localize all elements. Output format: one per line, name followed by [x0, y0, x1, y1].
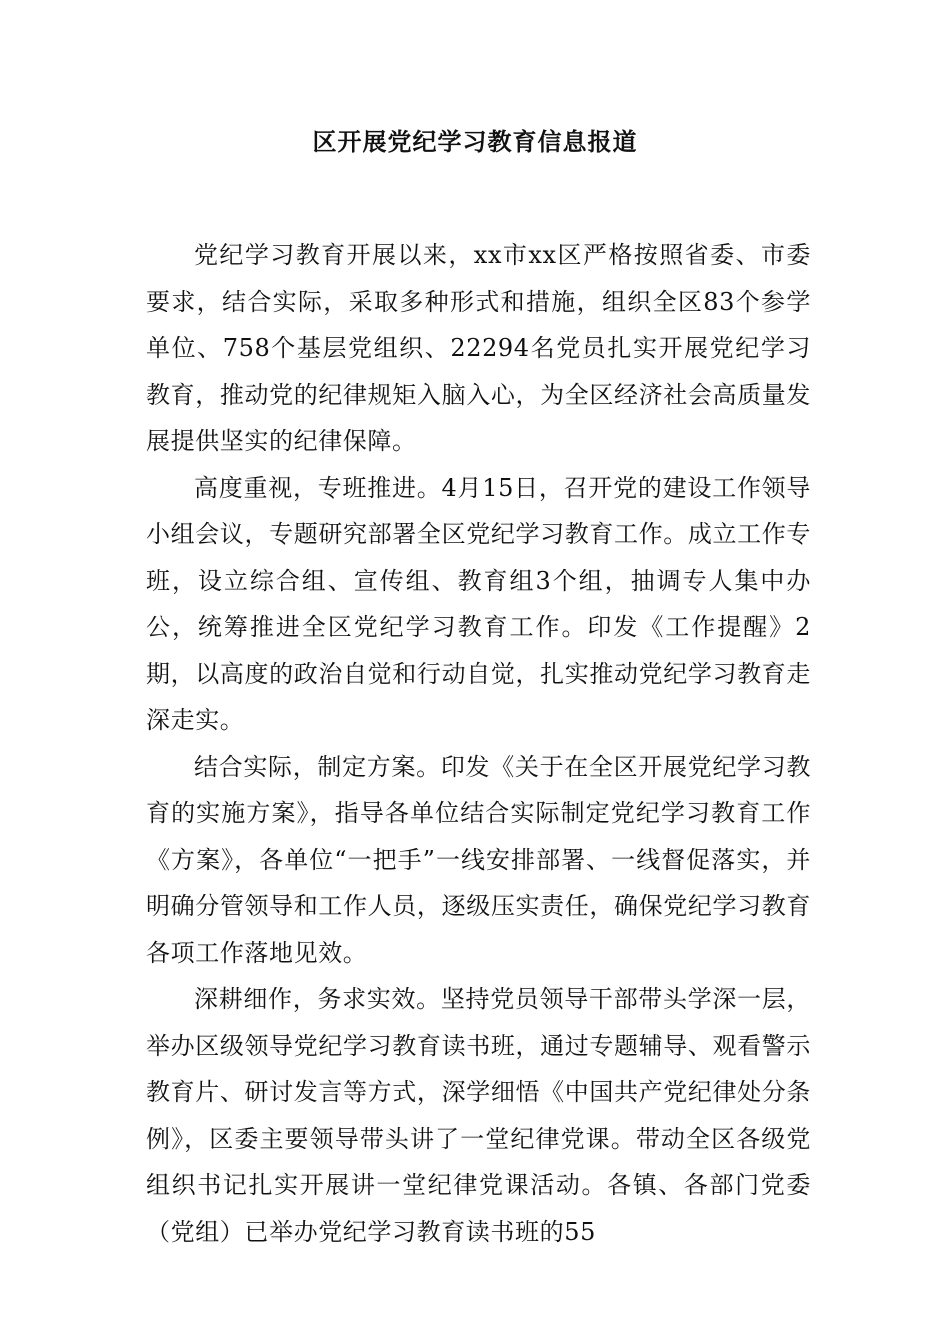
- paragraph-plan: 结合实际，制定方案。印发《关于在全区开展党纪学习教育的实施方案》，指导各单位结合实际制定党纪学习教育工作《方案》，各单位“一把手”一线安排部署、一线督促落实，并明确分管领导和工作人员，逐级压实责任，确保党纪学习教育各项工作落地见效。: [146, 752, 811, 967]
- paragraph-high-priority: 高度重视，专班推进。4月15日，召开党的建设工作领导小组会议，专题研究部署全区党纪学习教育工作。成立工作专班，设立综合组、宣传组、教育组3个组，抽调专人集中办公，统筹推进全区党纪学习教育工作。印发《工作提醒》2期，以高度的政治自觉和行动自觉，扎实推动党纪学习教育走深走实。: [146, 473, 811, 734]
- document-body: [146, 232, 811, 1255]
- paragraph-intro: 党纪学习教育开展以来，xx市xx区严格按照省委、市委要求，结合实际，采取多种形式和措施，组织全区83个参学单位、758个基层党组织、22294名党员扎实开展党纪学习教育，推动党的纪律规矩入脑入心，为全区经济社会高质量发展提供坚实的纪律保障。: [146, 241, 811, 455]
- document-title: 区开展党纪学习教育信息报道: [312, 127, 638, 156]
- paragraph-effect: 深耕细作，务求实效。坚持党员领导干部带头学深一层，举办区级领导党纪学习教育读书班，通过专题辅导、观看警示教育片、研讨发言等方式，深学细悟《中国共产党纪律处分条例》，区委主要领导带头讲了一堂纪律党课。带动全区各级党组织书记扎实开展讲一堂纪律党课活动。各镇、各部门党委（党组）已举办党纪学习教育读书班的55: [146, 985, 811, 1246]
